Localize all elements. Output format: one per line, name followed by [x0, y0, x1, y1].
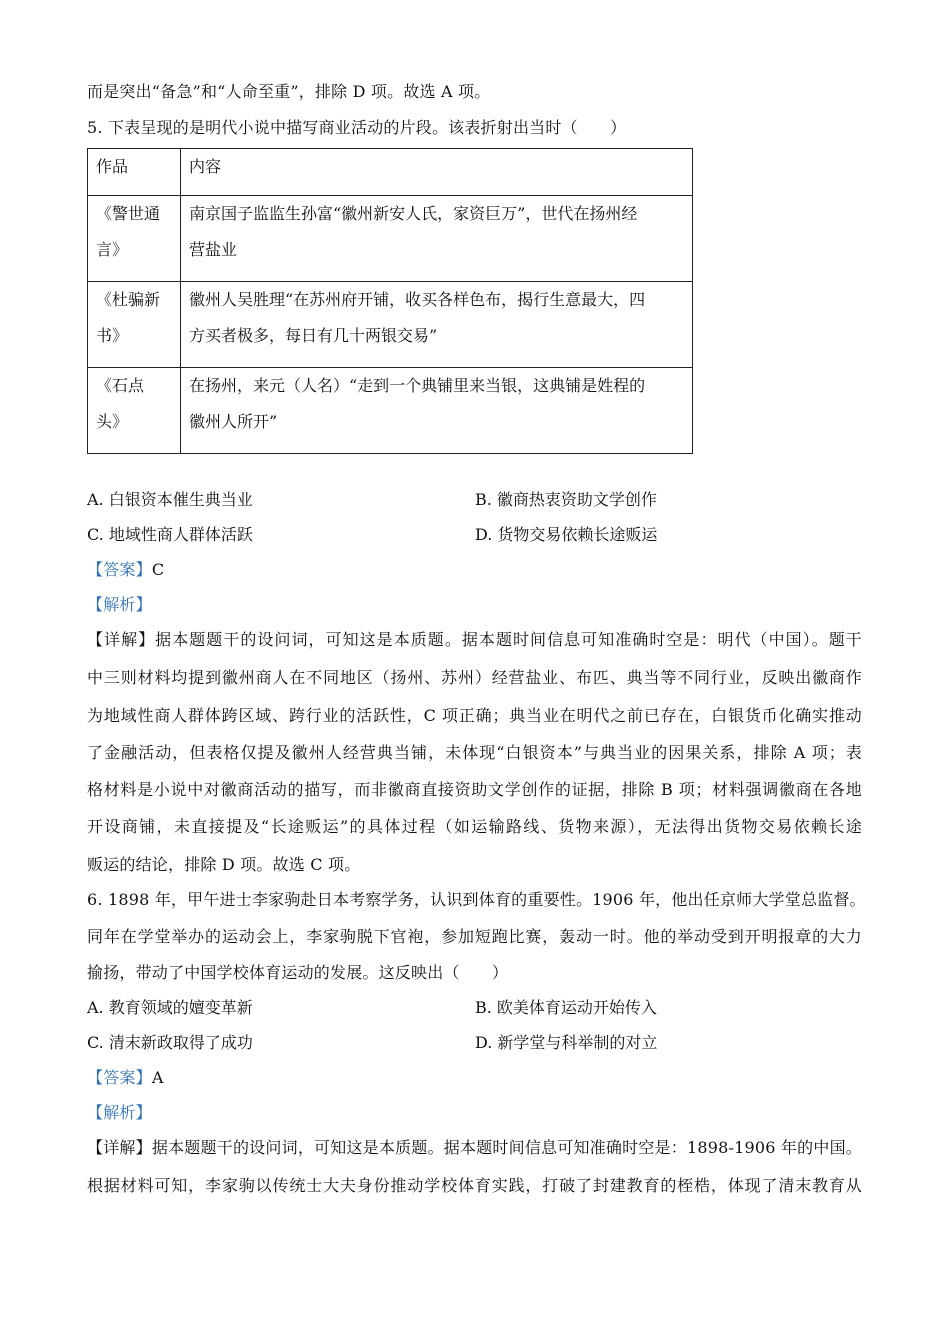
- cell-line: 言》: [96, 240, 129, 259]
- q6-option-a: A. 教育领域的嬗变革新: [87, 998, 253, 1017]
- table-cell-content: [181, 282, 693, 368]
- table-header-row: [88, 149, 693, 196]
- q5-answer: [87, 560, 862, 580]
- q6-analysis-tag: 【解析】: [87, 1103, 152, 1122]
- cell-line: 头》: [96, 412, 129, 431]
- detail-text: 据本题题干的设问词，可知这是本质题。据本题时间信息可知准确时空是：明代（中国）。题干: [155, 630, 862, 649]
- novel-excerpt-table: [87, 148, 693, 454]
- q5-detail-line: [87, 630, 862, 650]
- table-cell-work: [88, 368, 181, 454]
- table-row: [88, 368, 693, 454]
- table-row: [88, 196, 693, 282]
- q6-option-c: C. 清末新政取得了成功: [87, 1033, 253, 1052]
- table-header-content: 内容: [181, 149, 693, 196]
- q5-detail-line: 中三则材料均提到徽州商人在不同地区（扬州、苏州）经营盐业、布匹、典当等不同行业，反映出徽商作: [87, 668, 862, 687]
- q5-detail-line: 为地域性商人群体跨区域、跨行业的活跃性，C 项正确；典当业在明代之前已存在，白银货币化确实推动: [87, 706, 862, 725]
- detail-tag: 【详解】: [87, 630, 156, 649]
- table-cell-work: [88, 196, 181, 282]
- answer-tag: 【答案】: [87, 560, 152, 579]
- q5-detail-line: 开设商铺，未直接提及“长途贩运”的具体过程（如运输路线、货物来源），无法得出货物交易依赖长途: [87, 817, 862, 836]
- cell-line: 书》: [96, 326, 129, 345]
- table-row: [88, 282, 693, 368]
- q6-detail-line: 根据材料可知，李家驹以传统士大夫身份推动学校体育实践，打破了封建教育的桎梏，体现了清末教育从: [87, 1176, 862, 1195]
- cell-line: 《石点: [96, 376, 145, 395]
- cell-line: 徽州人吴胜理“在苏州府开铺，收买各样色布，揭行生意最大，四: [189, 290, 646, 309]
- cell-line: 南京国子监监生孙富“徽州新安人氏，家资巨万”，世代在扬州经: [189, 204, 638, 223]
- answer-value: A: [151, 1068, 164, 1087]
- cell-line: 在扬州，来元（人名）“走到一个典铺里来当银，这典铺是姓程的: [189, 376, 646, 395]
- q6-option-d: D. 新学堂与科举制的对立: [475, 1033, 658, 1052]
- answer-tag: 【答案】: [87, 1068, 152, 1087]
- q5-detail-line: 了金融活动，但表格仅提及徽州人经营典当铺，未体现“白银资本”与典当业的因果关系，排除 A 项；表: [87, 743, 862, 762]
- cell-line: 徽州人所开”: [189, 412, 278, 431]
- cell-line: 方买者极多，每日有几十两银交易”: [189, 326, 438, 345]
- previous-answer-conclusion: 而是突出“备急”和“人命至重”，排除 D 项。故选 A 项。: [87, 82, 491, 101]
- table-cell-content: [181, 368, 693, 454]
- table-cell-content: [181, 196, 693, 282]
- q5-analysis-tag: 【解析】: [87, 595, 152, 614]
- table-cell-work: [88, 282, 181, 368]
- q5-option-c: C. 地域性商人群体活跃: [87, 525, 253, 544]
- table-header-work: 作品: [88, 149, 181, 196]
- q5-detail-line: 贩运的结论，排除 D 项。故选 C 项。: [87, 855, 361, 874]
- q6-detail-line: [87, 1138, 862, 1158]
- q5-option-d: D. 货物交易依赖长途贩运: [475, 525, 658, 544]
- cell-line: 《警世通: [96, 204, 161, 223]
- q6-stem-line: 6. 1898 年，甲午进士李家驹赴日本考察学务，认识到体育的重要性。1906 年，他出任京师大学堂总监督。: [87, 890, 866, 909]
- detail-tag: 【详解】: [87, 1138, 152, 1157]
- q5-detail-line: 格材料是小说中对徽商活动的描写，而非徽商直接资助文学创作的证据，排除 B 项；材料强调徽商在各地: [87, 780, 862, 799]
- q6-answer: [87, 1068, 862, 1088]
- cell-line: 《杜骗新: [96, 290, 161, 309]
- q6-stem-line: 揄扬，带动了中国学校体育运动的发展。这反映出（ ）: [87, 963, 509, 982]
- q6-option-b: B. 欧美体育运动开始传入: [475, 998, 657, 1017]
- q5-stem: 5. 下表呈现的是明代小说中描写商业活动的片段。该表折射出当时（ ）: [87, 118, 627, 137]
- q5-option-b: B. 徽商热衷资助文学创作: [475, 490, 657, 509]
- cell-line: 营盐业: [189, 240, 238, 259]
- q5-option-a: A. 白银资本催生典当业: [87, 490, 253, 509]
- q6-stem-line: 同年在学堂举办的运动会上，李家驹脱下官袍，参加短跑比赛，轰动一时。他的举动受到开明报章的大力: [87, 927, 862, 946]
- detail-text: 据本题题干的设问词，可知这是本质题。据本题时间信息可知准确时空是：1898-1906 年的中国。: [151, 1138, 862, 1157]
- answer-value: C: [151, 560, 165, 579]
